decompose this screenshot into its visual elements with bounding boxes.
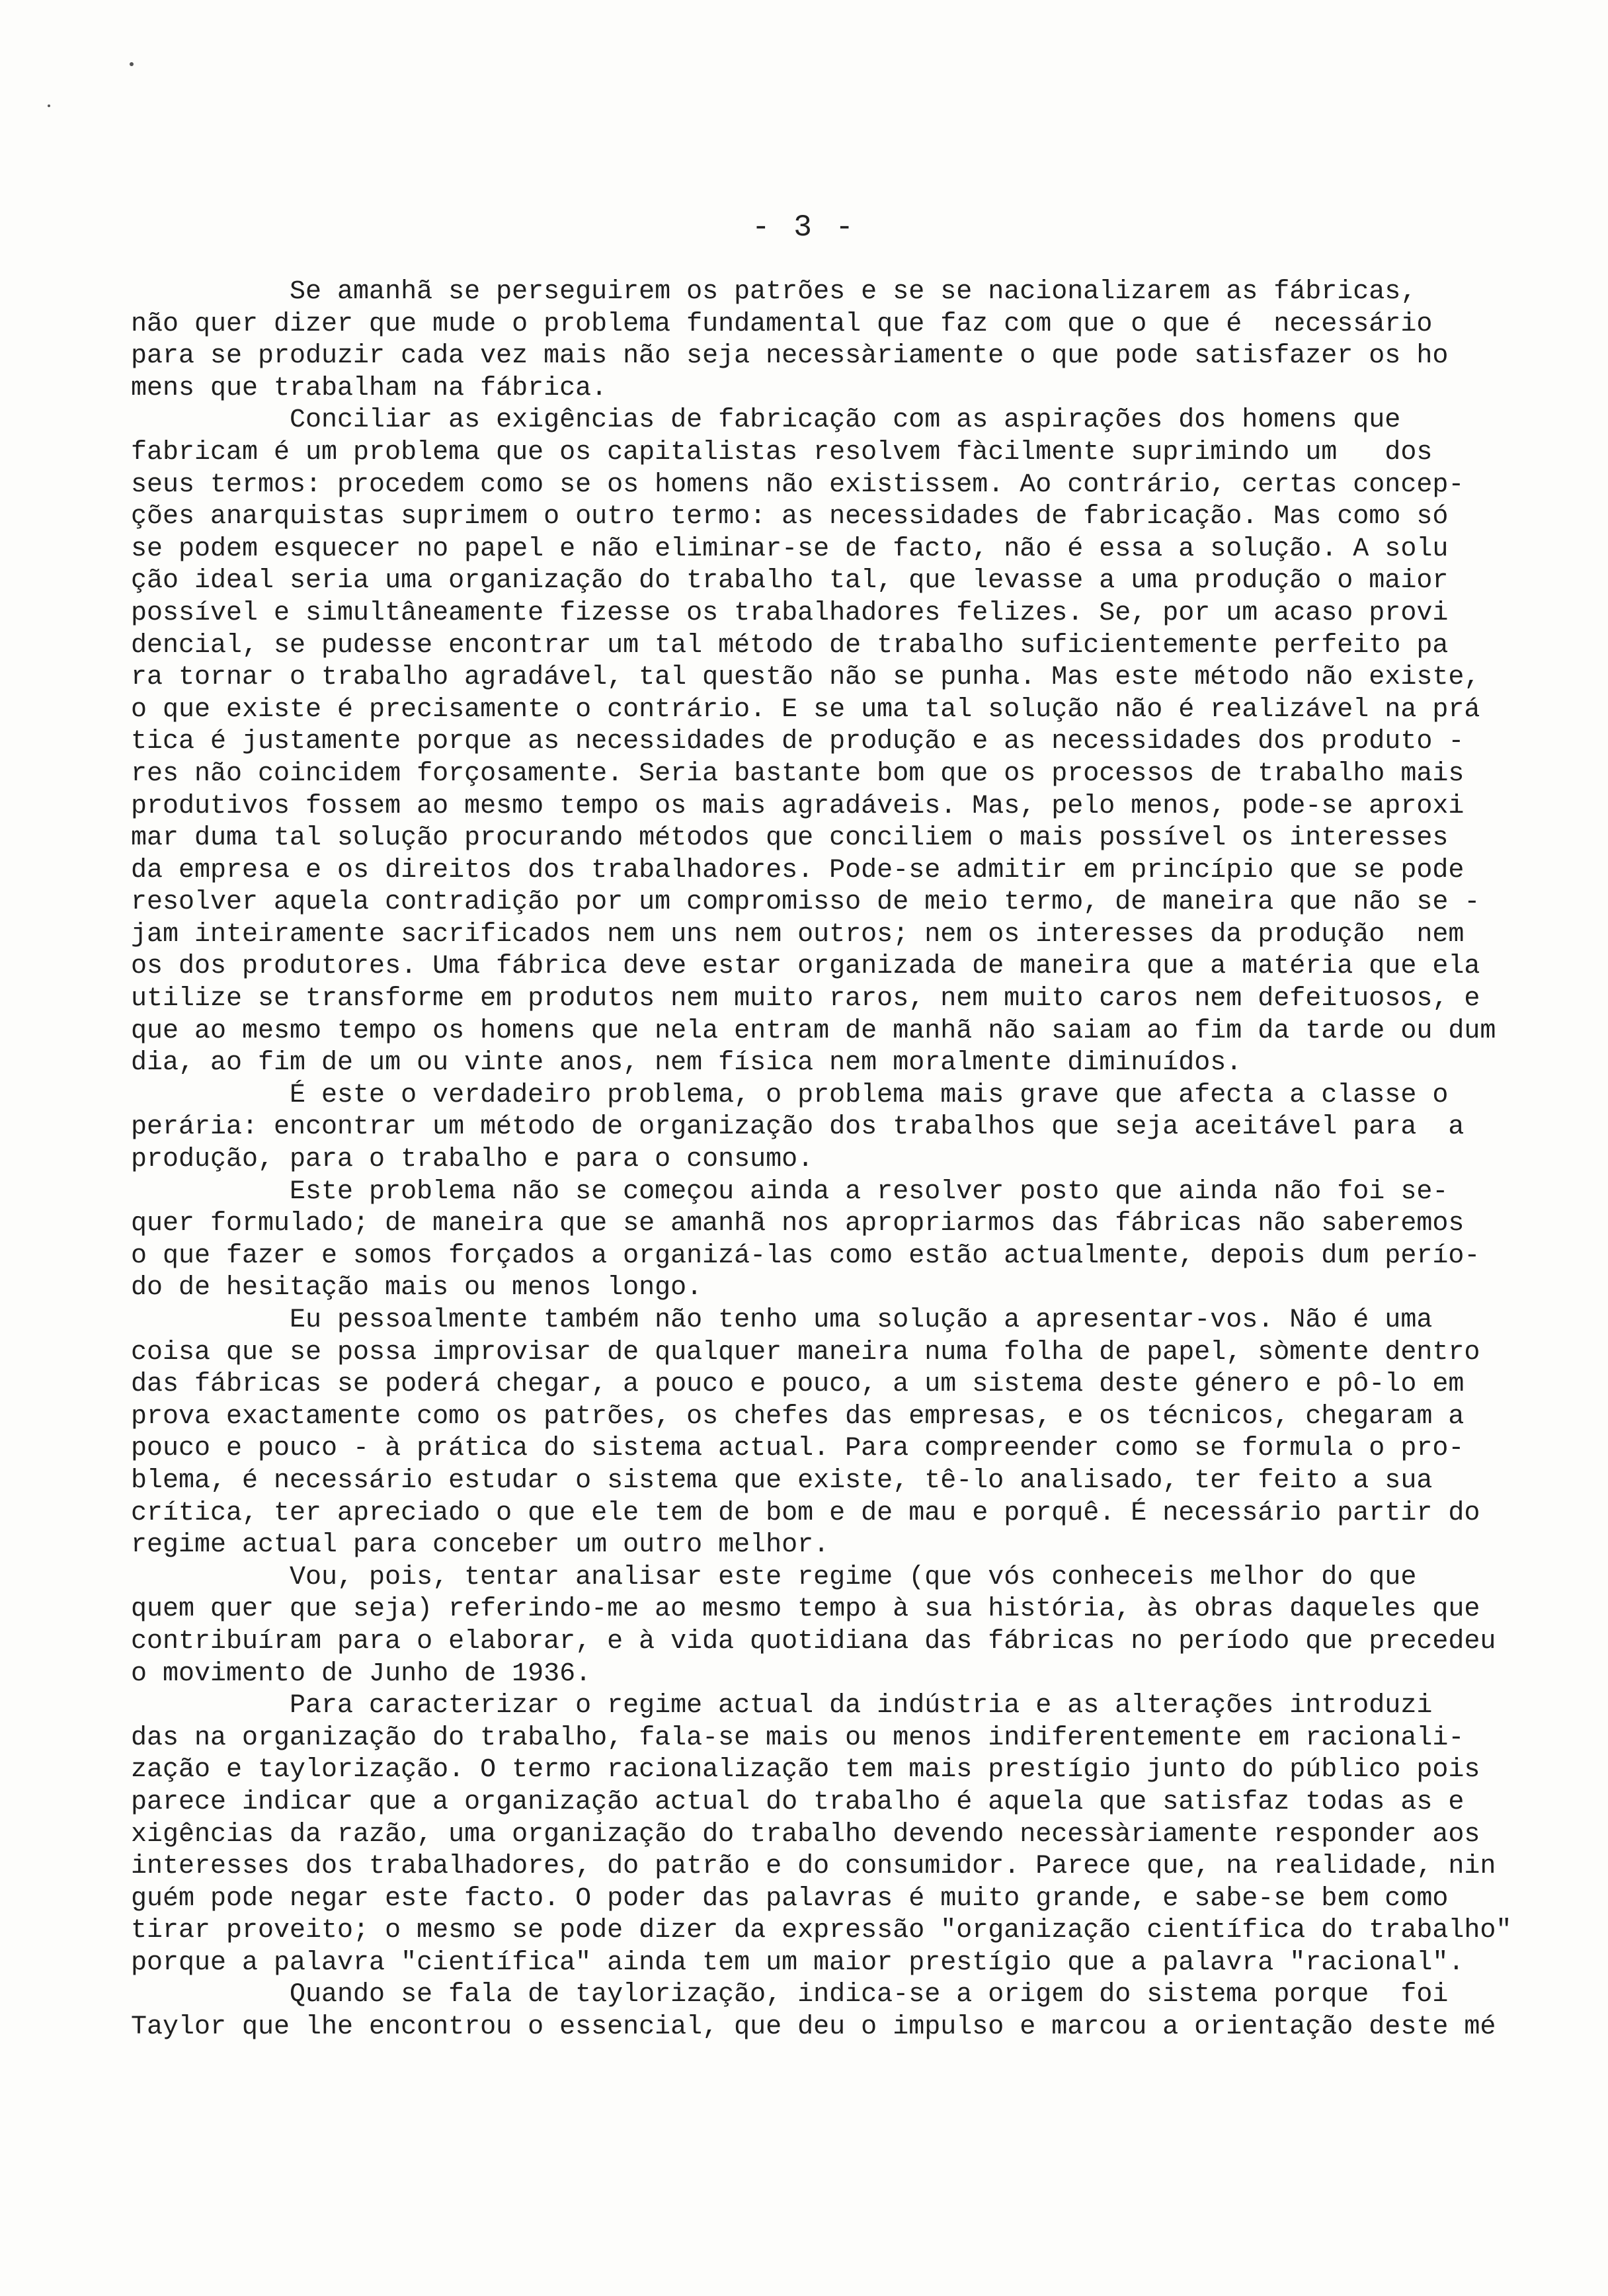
text-line: mens que trabalham na fábrica.	[131, 373, 608, 403]
text-line: fabricam é um problema que os capitalistas resolvem fàcilmente suprimindo um dos	[131, 437, 1433, 468]
text-line: ra tornar o trabalho agradável, tal questão não se punha. Mas este método não existe,	[131, 663, 1480, 693]
text-line: para se produzir cada vez mais não seja necessàriamente o que pode satisfazer os ho	[131, 341, 1449, 372]
text-line: o movimento de Junho de 1936.	[131, 1659, 592, 1689]
text-line: interesses dos trabalhadores, do patrão e do consumidor. Parece que, na realidade, nin	[131, 1852, 1496, 1882]
text-line: produção, para o trabalho e para o consumo.	[131, 1145, 814, 1175]
text-line: seus termos: procedem como se os homens não existissem. Ao contrário, certas concep-	[131, 470, 1465, 500]
text-line: tica é justamente porque as necessidades de produção e as necessidades dos produto -	[131, 727, 1465, 757]
text-line: pouco e pouco - à prática do sistema actual. Para compreender como se formula o pro-	[131, 1434, 1465, 1464]
text-line: não quer dizer que mude o problema fundamental que faz com que o que é necessário	[131, 309, 1433, 339]
margin-speck	[130, 62, 134, 66]
text-line: ções anarquistas suprimem o outro termo: as necessidades de fabricação. Mas como só	[131, 502, 1449, 532]
text-line: porque a palavra "científica" ainda tem um maior prestígio que a palavra "racional".	[131, 1948, 1465, 1978]
text-line: o que fazer e somos forçados a organizá-las como estão actualmente, depois dum perío-	[131, 1241, 1480, 1271]
text-line: Eu pessoalmente também não tenho uma solução a apresentar-vos. Não é uma	[131, 1305, 1433, 1335]
text-line: blema, é necessário estudar o sistema que existe, tê-lo analisado, ter feito a sua	[131, 1465, 1433, 1496]
text-line: Taylor que lhe encontrou o essencial, que deu o impulso e marcou a orientação deste mé	[131, 2012, 1496, 2043]
text-line: guém pode negar este facto. O poder das palavras é muito grande, e sabe-se bem como	[131, 1883, 1449, 1914]
text-line: quer formulado; de maneira que se amanhã nos apropriarmos das fábricas não saberemos	[131, 1209, 1465, 1239]
text-line: quem quer que seja) referindo-me ao mesmo tempo à sua história, às obras daqueles que	[131, 1594, 1480, 1625]
text-line: possível e simultâneamente fizesse os trabalhadores felizes. Se, por um acaso provi	[131, 598, 1449, 628]
text-line: da empresa e os direitos dos trabalhadores. Pode-se admitir em princípio que se pode	[131, 855, 1465, 885]
text-line: parece indicar que a organização actual do trabalho é aquela que satisfaz todas as e	[131, 1787, 1465, 1817]
text-line: perária: encontrar um método de organização dos trabalhos que seja aceitável para a	[131, 1112, 1465, 1143]
text-line: o que existe é precisamente o contrário. E se uma tal solução não é realizável na prá	[131, 694, 1480, 725]
text-line: É este o verdadeiro problema, o problema mais grave que afecta a classe o	[131, 1080, 1449, 1110]
text-line: Conciliar as exigências de fabricação com as aspirações dos homens que	[131, 405, 1401, 436]
text-line: tirar proveito; o mesmo se pode dizer da expressão "organização científica do trabalho"	[131, 1916, 1512, 1946]
text-line: das fábricas se poderá chegar, a pouco e pouco, a um sistema deste género e pô-lo em	[131, 1370, 1465, 1400]
text-line: contribuíram para o elaborar, e à vida quotidiana das fábricas no período que precedeu	[131, 1626, 1496, 1657]
text-line: Para caracterizar o regime actual da indústria e as alterações introduzi	[131, 1691, 1433, 1721]
text-line: dencial, se pudesse encontrar um tal método de trabalho suficientemente perfeito pa	[131, 630, 1449, 661]
text-line: mar duma tal solução procurando métodos que conciliem o mais possível os interesses	[131, 823, 1449, 854]
page-number: - 3 -	[751, 210, 857, 245]
text-line: zação e taylorização. O termo racionalização tem mais prestígio junto do público pois	[131, 1755, 1480, 1785]
text-line: resolver aquela contradição por um compromisso de meio termo, de maneira que não se -	[131, 887, 1480, 918]
text-line: Este problema não se começou ainda a resolver posto que ainda não foi se-	[131, 1176, 1449, 1207]
text-line: das na organização do trabalho, fala-se mais ou menos indiferentemente em racionali-	[131, 1723, 1465, 1753]
text-line: produtivos fossem ao mesmo tempo os mais agradáveis. Mas, pelo menos, pode-se aproxi	[131, 791, 1465, 821]
text-line: coisa que se possa improvisar de qualquer maneira numa folha de papel, sòmente dentro	[131, 1337, 1480, 1368]
text-line: que ao mesmo tempo os homens que nela entram de manhã não saiam ao fim da tarde ou dum	[131, 1016, 1496, 1046]
text-line: Se amanhã se perseguirem os patrões e se se nacionalizarem as fábricas,	[131, 277, 1417, 307]
text-line: ção ideal seria uma organização do trabalho tal, que levasse a uma produção o maior	[131, 566, 1449, 596]
margin-speck	[48, 104, 50, 107]
text-line: res não coincidem forçosamente. Seria bastante bom que os processos de trabalho mais	[131, 758, 1465, 789]
text-line: se podem esquecer no papel e não eliminar-se de facto, não é essa a solução. A solu	[131, 534, 1449, 564]
text-line: Vou, pois, tentar analisar este regime (que vós conheceis melhor do que	[131, 1562, 1417, 1592]
text-line: utilize se transforme em produtos nem muito raros, nem muito caros nem defeituosos, e	[131, 984, 1480, 1014]
text-line: do de hesitação mais ou menos longo.	[131, 1273, 703, 1303]
text-line: jam inteiramente sacrificados nem uns nem outros; nem os interesses da produção nem	[131, 919, 1465, 950]
text-line: os dos produtores. Uma fábrica deve estar organizada de maneira que a matéria que ela	[131, 952, 1480, 982]
text-line: Quando se fala de taylorização, indica-se a origem do sistema porque foi	[131, 1980, 1449, 2010]
text-line: dia, ao fim de um ou vinte anos, nem física nem moralmente diminuídos.	[131, 1048, 1242, 1079]
text-line: crítica, ter apreciado o que ele tem de bom e de mau e porquê. É necessário partir do	[131, 1498, 1480, 1528]
text-line: prova exactamente como os patrões, os chefes das empresas, e os técnicos, chegaram a	[131, 1401, 1465, 1432]
text-line: regime actual para conceber um outro melhor.	[131, 1530, 830, 1561]
body-text	[131, 276, 1546, 2044]
text-line: xigências da razão, uma organização do trabalho devendo necessàriamente responder aos	[131, 1819, 1480, 1850]
